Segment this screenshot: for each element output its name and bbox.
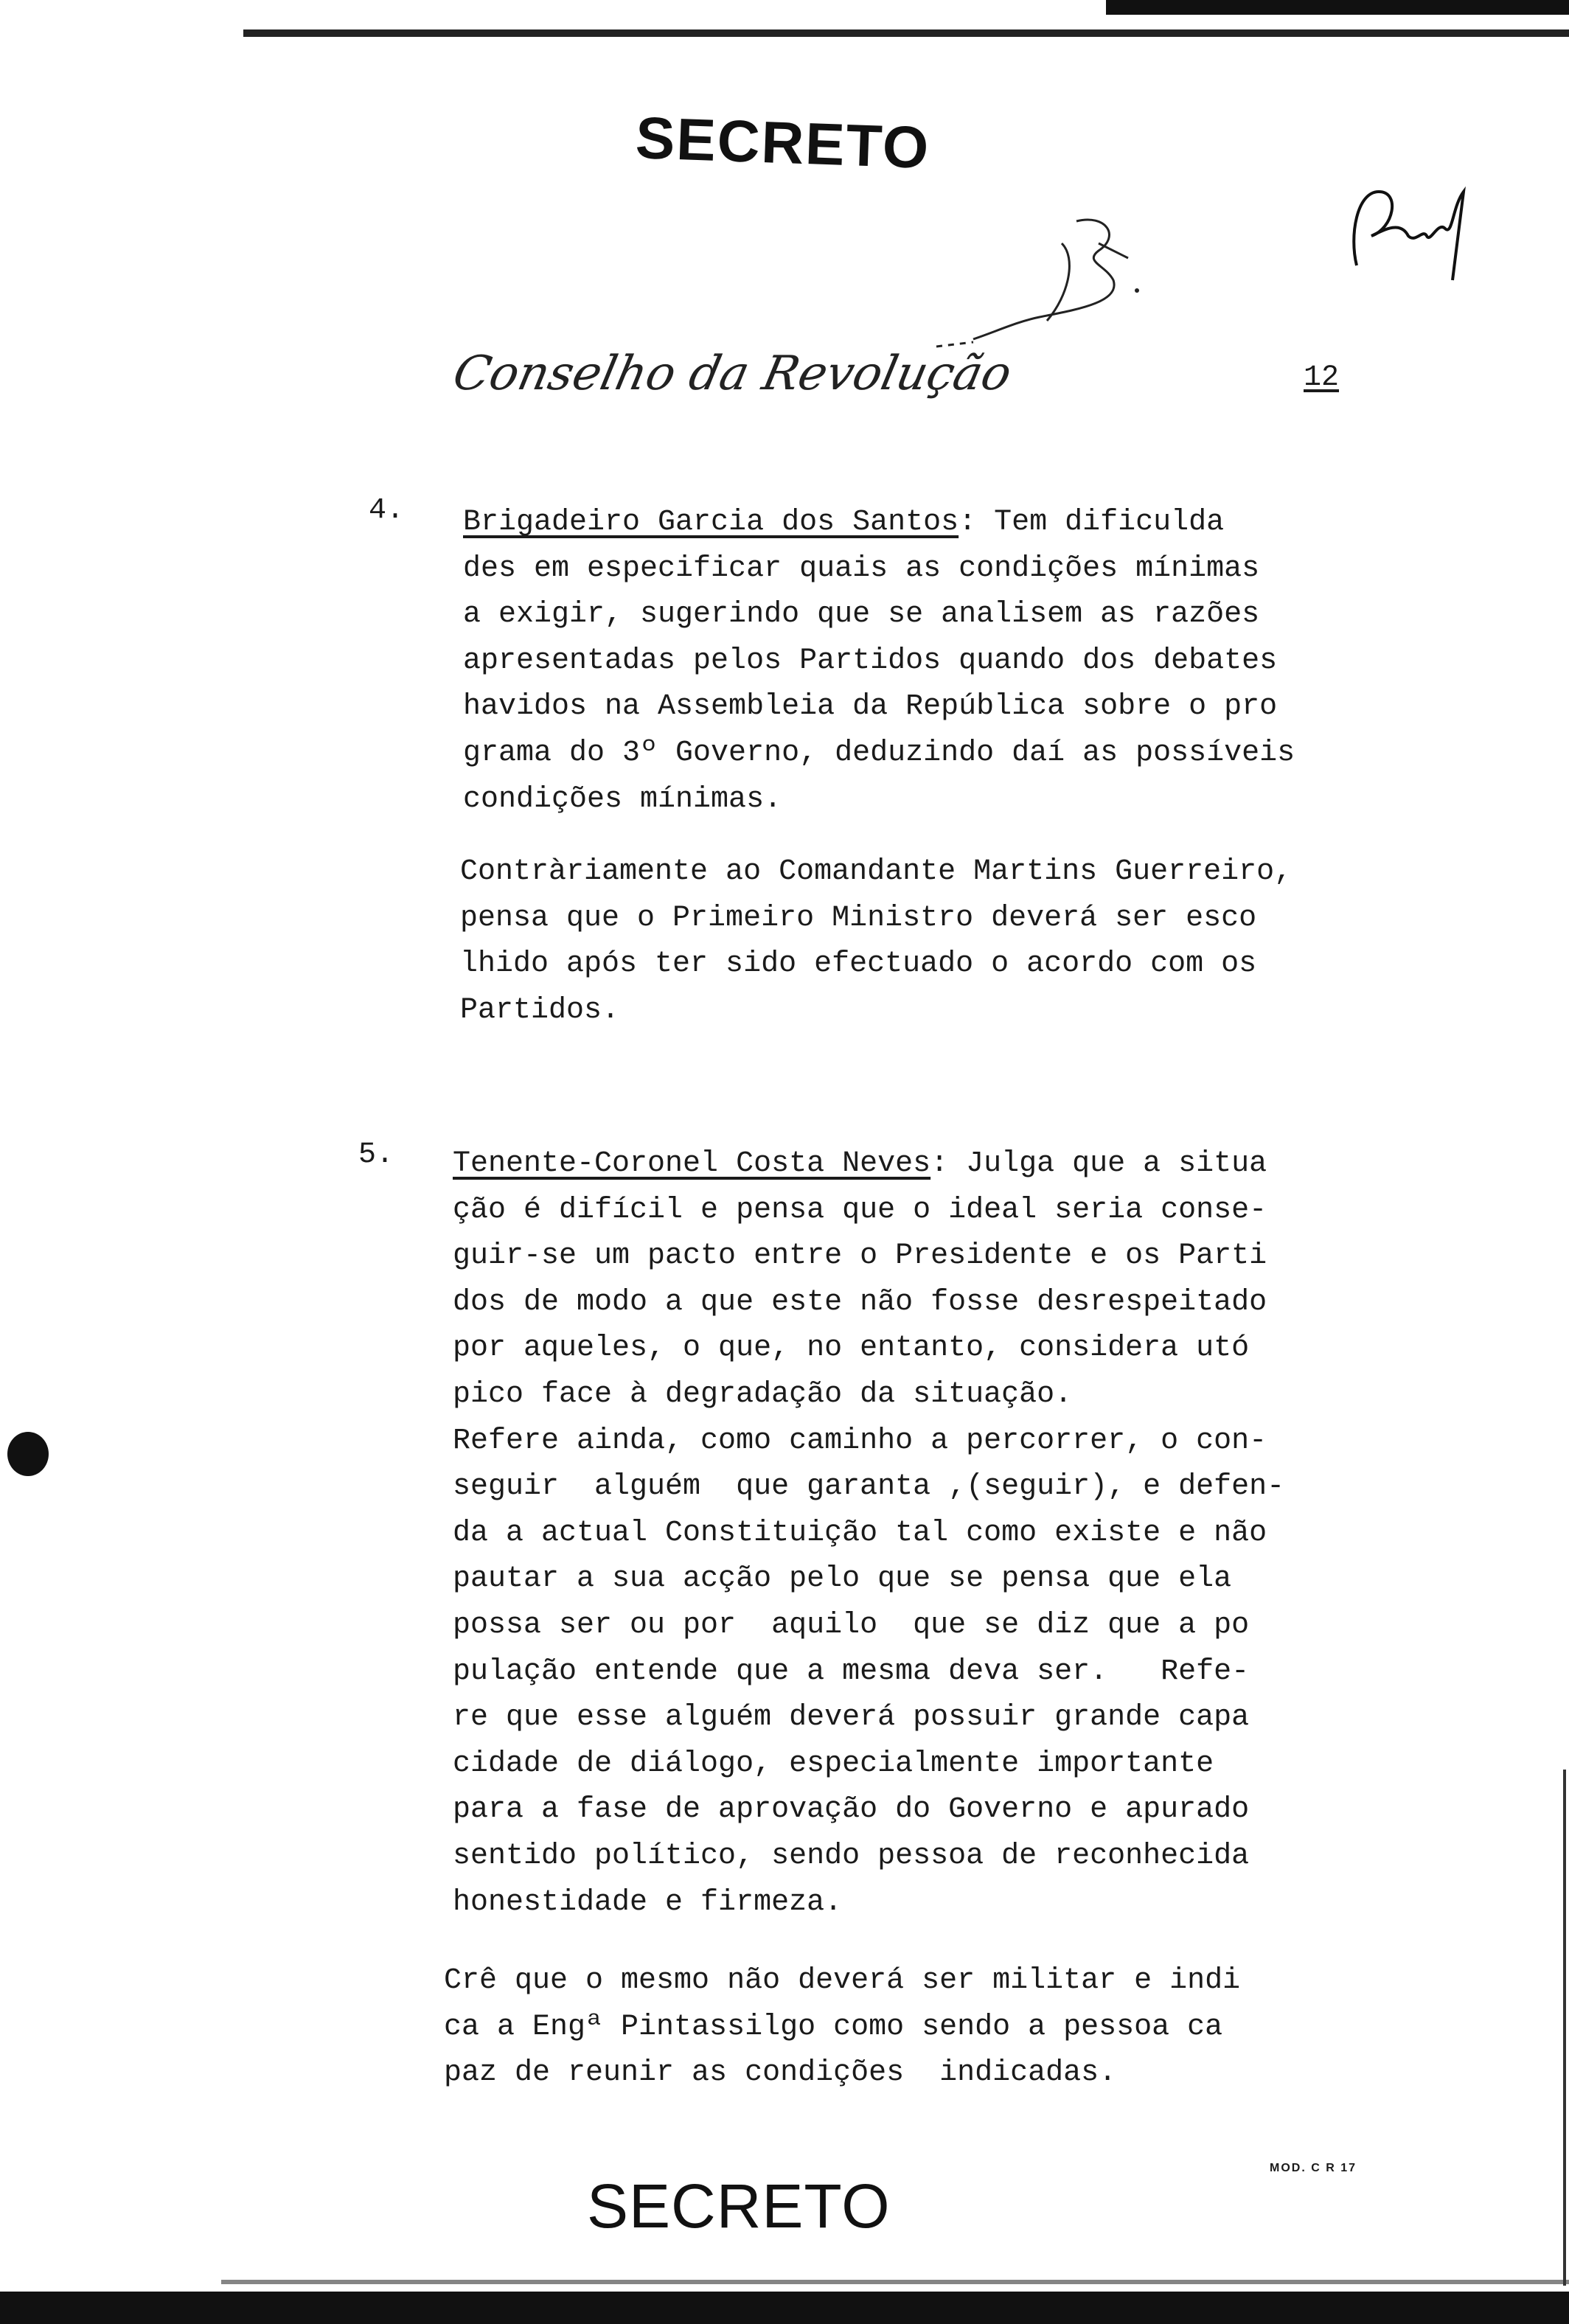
- text-line: pulação entende que a mesma deva ser. Refe-: [453, 1655, 1250, 1688]
- text-line: guir-se um pacto entre o Presidente e os Parti: [453, 1239, 1267, 1273]
- text-line: des em especificar quais as condições mínimas: [463, 552, 1260, 585]
- scan-edge-top: [243, 29, 1569, 37]
- text-line: pautar a sua acção pelo que se pensa que ela: [453, 1562, 1232, 1596]
- speaker-name: Brigadeiro Garcia dos Santos: [463, 506, 959, 539]
- text-line: possa ser ou por aquilo que se diz que a po: [453, 1608, 1250, 1642]
- text-line: apresentadas pelos Partidos quando dos debates: [463, 644, 1278, 678]
- item-paragraph: [460, 849, 1292, 1034]
- text-line: grama do 3º Governo, deduzindo daí as possíveis: [463, 736, 1295, 770]
- form-code: MOD. C R 17: [1270, 2162, 1357, 2174]
- text-line: honestidade e firmeza.: [453, 1885, 843, 1919]
- item-paragraph: [453, 1141, 1284, 1926]
- text-line: para a fase de aprovação do Governo e apurado: [453, 1793, 1250, 1827]
- text-line: havidos na Assembleia da República sobre o pro: [463, 690, 1278, 724]
- text-line: cidade de diálogo, especialmente importante: [453, 1747, 1214, 1781]
- text-line: re que esse alguém deverá possuir grande capa: [453, 1701, 1250, 1735]
- text-line: ca a Engª Pintassilgo como sendo a pessoa ca: [444, 2010, 1223, 2044]
- text-line: paz de reunir as condições indicadas.: [444, 2056, 1117, 2090]
- text-line: por aqueles, o que, no entanto, considera utó: [453, 1332, 1250, 1365]
- text-line: : Julga que a situa: [930, 1147, 1267, 1180]
- text-line: pico face à degradação da situação.: [453, 1377, 1073, 1411]
- item-paragraph: [444, 1958, 1240, 2097]
- text-line: pensa que o Primeiro Ministro deverá ser esco: [460, 901, 1257, 935]
- text-line: Refere ainda, como caminho a percorrer, o con-: [453, 1424, 1267, 1458]
- text-line: Crê que o mesmo não deverá ser militar e indi: [444, 1964, 1241, 1997]
- text-line: da a actual Constituição tal como existe e não: [453, 1516, 1267, 1550]
- item-number: 4.: [369, 494, 405, 527]
- text-line: : Tem dificulda: [959, 506, 1225, 539]
- handwritten-signature: [1342, 177, 1475, 288]
- item-number: 5.: [358, 1138, 394, 1172]
- text-line: lhido após ter sido efectuado o acordo com os: [460, 947, 1257, 981]
- letterhead: Conselho da Revolução: [448, 347, 1017, 401]
- page-number: 12: [1304, 361, 1340, 394]
- text-line: sentido político, sendo pessoa de reconhecida: [453, 1839, 1250, 1873]
- text-line: a exigir, sugerindo que se analisem as razões: [463, 598, 1260, 632]
- scan-edge-bottom: [0, 2292, 1569, 2324]
- handwritten-initial: [929, 199, 1165, 361]
- scan-edge-corner: [1106, 0, 1569, 15]
- text-line: condições mínimas.: [463, 782, 782, 816]
- classification-stamp-top: SECRETO: [634, 105, 931, 181]
- scan-edge-right: [1563, 1770, 1566, 2286]
- scan-edge-line: [221, 2280, 1569, 2284]
- speaker-name: Tenente-Coronel Costa Neves: [453, 1147, 931, 1180]
- text-line: dos de modo a que este não fosse desrespeitado: [453, 1285, 1267, 1319]
- text-line: Contràriamente ao Comandante Martins Guerreiro,: [460, 855, 1293, 888]
- classification-stamp-bottom: SECRETO: [587, 2171, 891, 2241]
- item-paragraph: [463, 500, 1295, 823]
- text-line: ção é difícil e pensa que o ideal seria conse-: [453, 1193, 1267, 1227]
- text-line: Partidos.: [460, 993, 620, 1027]
- punch-hole: [7, 1432, 49, 1476]
- text-line: seguir alguém que garanta ,(seguir), e defen-: [453, 1470, 1285, 1504]
